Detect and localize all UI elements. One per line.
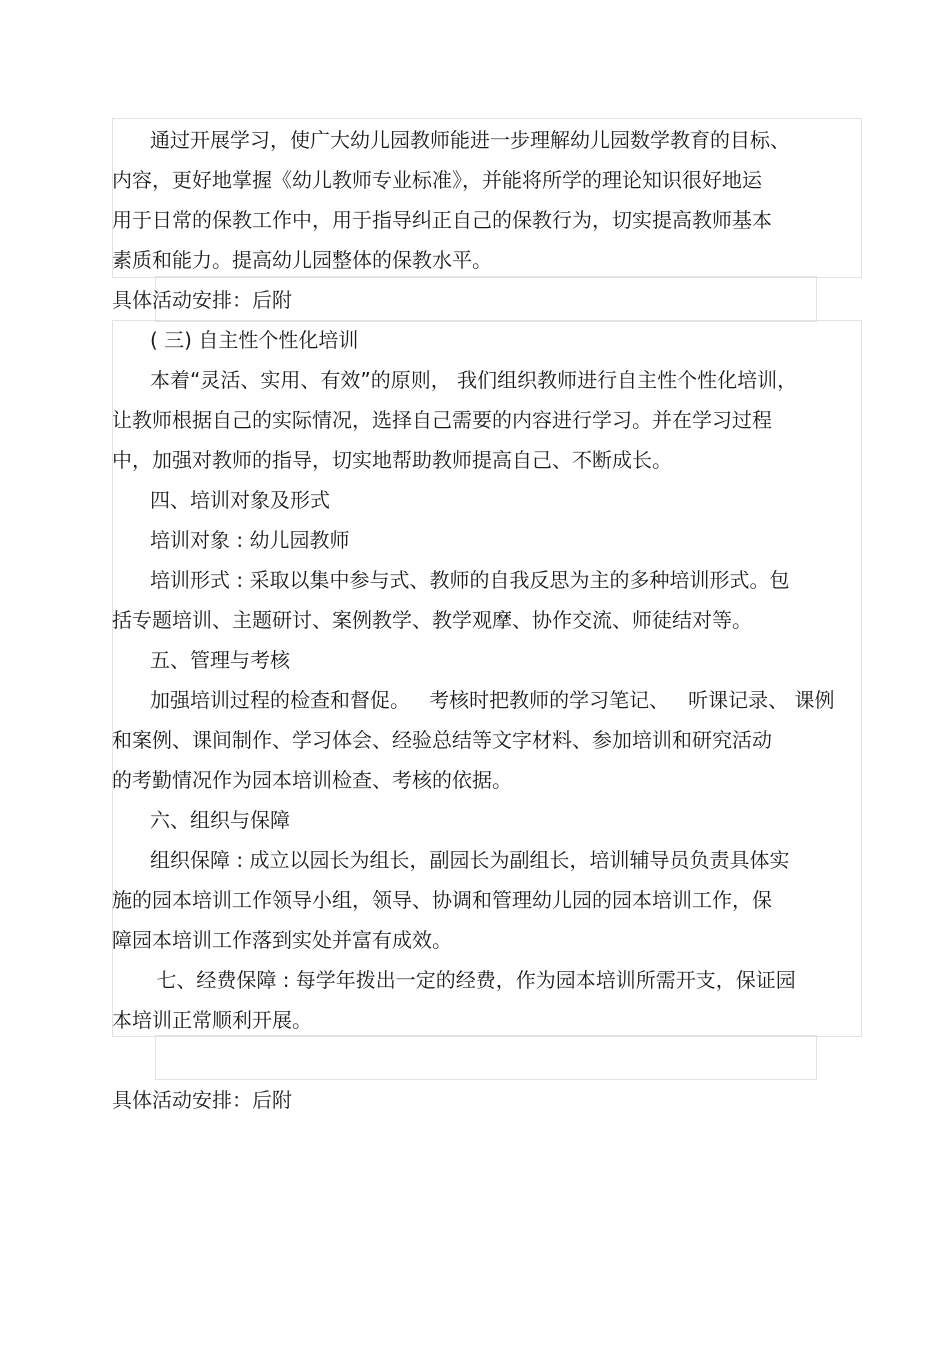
paragraph-line: 的考勤情况作为园本培训检查、考核的依据。 [112, 768, 512, 792]
paragraph-line: 本培训正常顺利开展。 [112, 1008, 312, 1032]
paragraph-line: 通过开展学习，使广大幼儿园教师能进一步理解幼儿园数学教育的目标、 [150, 128, 790, 152]
paragraph-line: 中，加强对教师的指导，切实地帮助教师提高自己、不断成长。 [112, 448, 672, 472]
schedule-note: 具体活动安排：后附 [112, 1088, 292, 1112]
section-heading: ( 三) 自主性个性化培训 [150, 328, 359, 352]
paragraph-line: 加强培训过程的检查和督促。 考核时把教师的学习笔记、 听课记录、 课例 [150, 688, 835, 712]
paragraph-line: 组织保障 : 成立以园长为组长，副园长为副组长，培训辅导员负责具体实 [150, 848, 790, 872]
paragraph-line: 培训形式 : 采取以集中参与式、教师的自我反思为主的多种培训形式。包 [150, 568, 790, 592]
paragraph-line: 让教师根据自己的实际情况，选择自己需要的内容进行学习。并在学习过程 [112, 408, 772, 432]
section-heading: 五、管理与考核 [150, 648, 290, 672]
paragraph-line: 内容，更好地掌握《幼儿教师专业标准》，并能将所学的理论知识很好地运 [112, 168, 762, 192]
paragraph-line: 素质和能力。提高幼儿园整体的保教水平。 [112, 248, 492, 272]
paragraph-line: 和案例、课间制作、学习体会、经验总结等文字材料、参加培训和研究活动 [112, 728, 772, 752]
paragraph-line: 培训对象 : 幼儿园教师 [150, 528, 350, 552]
schedule-note: 具体活动安排：后附 [112, 288, 292, 312]
paragraph-line: 括专题培训、主题研讨、案例教学、教学观摩、协作交流、师徒结对等。 [112, 608, 752, 632]
paragraph-line: 七、经费保障 : 每学年拨出一定的经费，作为园本培训所需开支，保证园 [150, 968, 796, 992]
paragraph-line: 用于日常的保教工作中，用于指导纠正自己的保教行为，切实提高教师基本 [112, 208, 772, 232]
section-heading: 四、培训对象及形式 [150, 488, 330, 512]
section-heading: 六、组织与保障 [150, 808, 290, 832]
paragraph-line: 障园本培训工作落到实处并富有成效。 [112, 928, 452, 952]
paragraph-line: 本着“灵活、实用、有效”的原则， 我们组织教师进行自主性个性化培训， [150, 368, 798, 392]
paragraph-line: 施的园本培训工作领导小组，领导、协调和管理幼儿园的园本培训工作，保 [112, 888, 772, 912]
frame-box-4 [155, 1035, 817, 1080]
